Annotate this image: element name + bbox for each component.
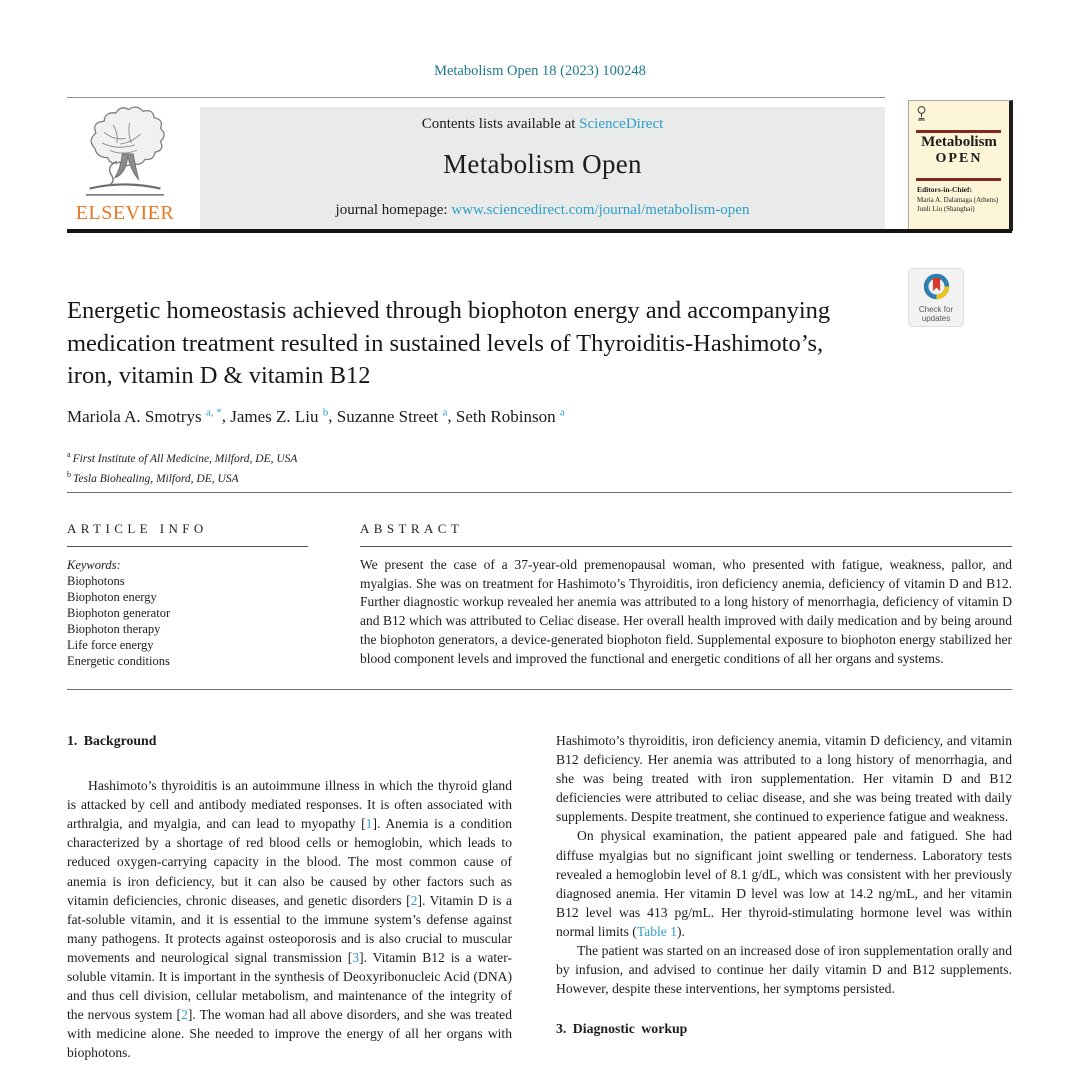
body-paragraph: On physical examination, the patient appeared pale and fatigued. She had diffuse myalgias but no significant joint swelling or tenderness. Laboratory tests revealed a hemoglobin level of 8.1 g/dL, which was consistent with her previously diagnosed anemia. Her vitamin D level was low at 14.2 ng/mL, and her vitamin B12 level was 413 pg/mL. Her thyroid-stimulating hormone level was within normal limits (Table 1). <box>556 828 1012 939</box>
inline-reference-link[interactable]: Table 1 <box>636 923 678 939</box>
keyword-item: Biophoton energy <box>67 590 157 604</box>
author-affiliation-sup[interactable]: b <box>322 406 329 418</box>
badge-text-line2: updates <box>921 314 951 323</box>
body-paragraph: Hashimoto’s thyroiditis, iron deficiency anemia, vitamin D deficiency, and vitamin B12 deficiency. Her anemia was attributed to a long history of menorrhagia, and she was being treated with iron supplementation. Her vitamin D and B12 deficiencies were attributed to celiac disease, and she was being treated with daily supplements. Despite treatment, she continued to experience fatigue and weakness. <box>556 733 1012 825</box>
author-name: James Z. Liu $^b$ <box>230 406 329 426</box>
cover-rule <box>916 178 1001 181</box>
body-paragraph: The patient was started on an increased dose of iron supplementation orally and by infusion, and advised to continue her daily vitamin D and B12 supplements. However, despite these interventions, her symptoms persisted. <box>556 943 1012 997</box>
article-info-underline <box>67 546 308 547</box>
section-heading: 1. Background <box>67 733 157 748</box>
author-name: Suzanne Street $^a$ <box>336 406 448 426</box>
journal-title: Metabolism Open <box>443 149 642 179</box>
section-heading: 3. Diagnostic workup <box>556 1021 688 1037</box>
inline-reference-link[interactable]: 2 <box>181 1007 188 1023</box>
article-info-heading: ARTICLE INFO <box>67 521 208 536</box>
journal-header-banner <box>200 107 885 229</box>
header-thick-rule <box>67 229 1012 233</box>
abstract-text: We present the case of a 37-year-old premenopausal woman, who presented with fatigue, weakness, pallor, and myalgias. She was on treatment for Hashimoto’s Thyroiditis, iron deficiency anemia, deficiency of vitamin D and B12. Further diagnostic workup revealed her anemia was attributed to a long history of menorrhagia, deficiency of vitamin D and B12 which was attributed to Celiac disease. Her overall health improved with daily medication and by being around the biophoton generators, a device-generated biophoton field. Supplemental exposure to biophoton energy stabilized her blood component levels and improved the functional and energetic conditions of all her organs and systems. <box>360 557 1012 666</box>
affiliation-sup: b <box>67 470 73 480</box>
cover-mini-tree-icon <box>916 106 927 121</box>
elsevier-logo <box>64 104 186 230</box>
cover-journal-name: Metabolism <box>921 134 997 150</box>
body-column-left <box>67 731 512 1063</box>
author-affiliation-sup[interactable]: a, * <box>205 406 222 418</box>
cover-journal-name-2: OPEN <box>935 151 983 166</box>
header-top-rule <box>67 97 885 98</box>
keywords-block <box>67 557 317 669</box>
author-list: Mariola A. Smotrys $^{a, *}$, James Z. Liu $^b$, Suzanne Street $^a$, Seth Robinson $^a$ <box>67 406 565 426</box>
cover-rule <box>916 130 1001 133</box>
affiliation-text: Tesla Biohealing, Milford, DE, USA <box>73 473 239 486</box>
keywords-list <box>67 573 317 669</box>
badge-text-line1: Check for <box>918 305 954 314</box>
cover-editor-name: Junli Liu (Shanghai) <box>917 205 975 213</box>
body-paragraph: Hashimoto’s thyroiditis is an autoimmune illness in which the thyroid gland is attacked by cell and antibody mediated responses. It is often associated with arthralgia, and myalgia, and can lead to myopathy [1]. Anemia is a condition characterized by a shortage of red blood cells or hemoglobin, which leads to reduced oxygen-carrying capacity in the blood. The most common cause of anemia is iron deficiency, but it can also be caused by other factors such as vitamin deficiencies, chronic diseases, and genetic disorders [2]. Vitamin D is a fat-soluble vitamin, and it is essential to the immune system’s defense against many pathogens. It protects against osteoporosis and is also crucial to muscular movements and neurological signal transmission [3]. Vitamin B12 is a water-soluble vitamin. It is important in the synthesis of Deoxyribonucleic Acid (DNA) and thus cell division, cellular metabolism, and maintenance of the integrity of the nervous system [2]. The woman had all above disorders, and she was treated with medicine alone. She needed to improve the energy of all her organs with biophotons. <box>67 778 512 1061</box>
contents-line <box>200 116 885 133</box>
article-title: Energetic homeostasis achieved through biophoton energy and accompanying medication treatment resulted in sustained levels of Thyroiditis-Hashimoto’s, iron, vitamin D & vitamin B12 <box>67 297 831 389</box>
affiliations <box>67 447 767 488</box>
inline-reference-link[interactable]: 1 <box>365 816 373 832</box>
homepage-line <box>200 202 885 219</box>
journal-homepage-link[interactable]: www.sciencedirect.com/journal/metabolism-open <box>451 202 750 218</box>
abstract-heading: ABSTRACT <box>360 521 464 536</box>
author-affiliation-sup[interactable]: a <box>559 406 565 418</box>
journal-cover-thumbnail[interactable] <box>908 100 1013 231</box>
divider-rule-2 <box>67 689 1012 690</box>
journal-citation[interactable]: Metabolism Open 18 (2023) 100248 <box>434 63 646 79</box>
elsevier-wordmark: ELSEVIER <box>75 202 175 224</box>
inline-reference-link[interactable]: 3 <box>352 949 360 965</box>
body-column-right <box>556 731 1012 1064</box>
sciencedirect-link[interactable]: ScienceDirect <box>579 116 664 132</box>
author-name: Seth Robinson $^a$ <box>455 406 565 426</box>
contents-prefix: Contents lists available at <box>421 116 580 132</box>
abstract-underline <box>360 546 1012 547</box>
keyword-item: Biophotons <box>67 574 125 588</box>
keyword-item: Biophoton therapy <box>67 622 161 636</box>
keyword-item: Biophoton generator <box>67 606 171 620</box>
affiliation-sup: a <box>67 450 73 459</box>
affiliation-text: First Institute of All Medicine, Milford, DE, USA <box>72 452 298 465</box>
author-name: Mariola A. Smotrys $^{a, *}$ <box>67 406 222 426</box>
affiliation <box>67 447 767 467</box>
keywords-label: Keywords: <box>67 558 121 572</box>
cover-editor-name: Maria A. Dalamaga (Athens) <box>917 196 999 204</box>
cover-editors-label: Editors-in-Chief: <box>917 185 972 194</box>
check-for-updates-badge[interactable] <box>908 268 964 327</box>
crossmark-icon <box>923 273 950 300</box>
divider-rule <box>67 492 1012 493</box>
affiliation <box>67 467 767 487</box>
elsevier-tree-icon <box>75 104 175 204</box>
cover-editors-list <box>917 196 998 214</box>
keyword-item: Life force energy <box>67 638 154 652</box>
homepage-prefix: journal homepage: <box>335 202 452 218</box>
keyword-item: Energetic conditions <box>67 654 170 668</box>
inline-reference-link[interactable]: 2 <box>410 892 418 908</box>
author-affiliation-sup[interactable]: a <box>442 406 448 418</box>
